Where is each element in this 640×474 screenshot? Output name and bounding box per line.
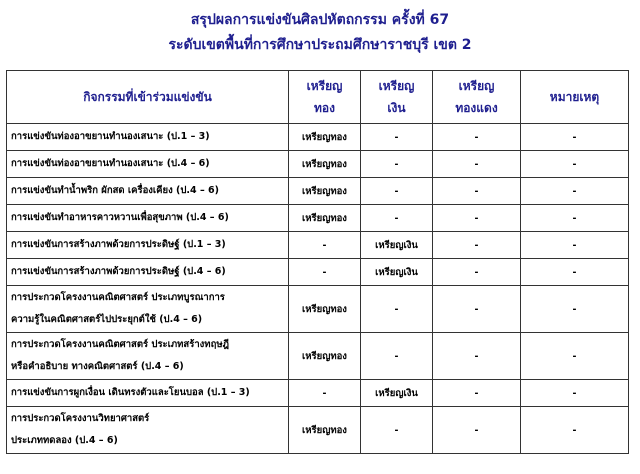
activity-cell xyxy=(7,205,289,232)
table-row xyxy=(7,407,629,454)
gold-medal-cell: เหรียญทอง xyxy=(289,124,361,151)
bronze-medal-cell: - xyxy=(433,333,521,380)
gold-medal-cell: เหรียญทอง xyxy=(289,205,361,232)
activity-name-line: การแข่งขันการสร้างภาพด้วยการประดิษฐ์ (ป.4 – 6) xyxy=(11,266,226,277)
gold-medal-cell: - xyxy=(289,380,361,407)
activity-name-line: หรือคำอธิบาย ทางคณิตศาสตร์ (ป.4 – 6) xyxy=(11,361,184,372)
gold-medal-cell: เหรียญทอง xyxy=(289,178,361,205)
gold-medal-cell: เหรียญทอง xyxy=(289,151,361,178)
silver-medal-cell: เหรียญเงิน xyxy=(361,232,433,259)
activity-name-line: การแข่งขันท่องอาขยานทำนองเสนาะ (ป.4 – 6) xyxy=(11,158,210,169)
table-row xyxy=(7,124,629,151)
silver-medal-cell: - xyxy=(361,124,433,151)
gold-medal-cell: เหรียญทอง xyxy=(289,407,361,454)
silver-medal-cell: - xyxy=(361,286,433,333)
activity-name-line: การแข่งขันท่องอาขยานทำนองเสนาะ (ป.1 – 3) xyxy=(11,131,210,142)
gold-medal-cell: เหรียญทอง xyxy=(289,286,361,333)
note-cell: - xyxy=(521,286,629,333)
gold-medal-cell: - xyxy=(289,259,361,286)
silver-medal-cell: - xyxy=(361,151,433,178)
silver-header-line1: เหรียญ xyxy=(378,79,415,93)
activity-cell xyxy=(7,259,289,286)
silver-medal-cell: - xyxy=(361,178,433,205)
activity-name-line: การประกวดโครงงานคณิตศาสตร์ ประเภทบูรณาการ xyxy=(11,292,225,303)
activity-cell xyxy=(7,407,289,454)
activity-cell xyxy=(7,232,289,259)
activity-cell xyxy=(7,286,289,333)
activity-cell xyxy=(7,380,289,407)
note-cell: - xyxy=(521,333,629,380)
results-table xyxy=(6,70,629,454)
bronze-medal-cell: - xyxy=(433,151,521,178)
silver-medal-cell: - xyxy=(361,407,433,454)
bronze-medal-cell: - xyxy=(433,407,521,454)
activity-column-header: กิจกรรมที่เข้าร่วมแข่งขัน xyxy=(7,71,289,124)
activity-cell xyxy=(7,178,289,205)
note-cell: - xyxy=(521,259,629,286)
bronze-medal-cell: - xyxy=(433,286,521,333)
table-row xyxy=(7,286,629,333)
note-cell: - xyxy=(521,407,629,454)
table-row xyxy=(7,380,629,407)
activity-cell xyxy=(7,124,289,151)
note-cell: - xyxy=(521,380,629,407)
activity-name-line: การแข่งขันการสร้างภาพด้วยการประดิษฐ์ (ป.1 – 3) xyxy=(11,239,226,250)
bronze-medal-column-header xyxy=(433,71,521,124)
document-subtitle: ระดับเขตพื้นที่การศึกษาประถมศึกษาราชบุรี เขต 2 xyxy=(168,37,472,53)
silver-medal-cell: เหรียญเงิน xyxy=(361,259,433,286)
table-row xyxy=(7,259,629,286)
activity-name-line: ประเภททดลอง (ป.4 – 6) xyxy=(11,435,118,446)
activity-name-line: การแข่งขันทำอาหารคาวหวานเพื่อสุขภาพ (ป.4 – 6) xyxy=(11,212,229,223)
table-row xyxy=(7,333,629,380)
silver-header-line2: เงิน xyxy=(387,101,406,115)
silver-medal-cell: เหรียญเงิน xyxy=(361,380,433,407)
gold-medal-cell: - xyxy=(289,232,361,259)
note-column-header: หมายเหตุ xyxy=(521,71,629,124)
gold-header-line1: เหรียญ xyxy=(306,79,343,93)
table-row xyxy=(7,232,629,259)
note-cell: - xyxy=(521,124,629,151)
activity-cell xyxy=(7,151,289,178)
activity-name-line: ความรู้ในคณิตศาสตร์ไปประยุกต์ใช้ (ป.4 – 6) xyxy=(11,314,203,325)
table-row xyxy=(7,205,629,232)
bronze-medal-cell: - xyxy=(433,232,521,259)
activity-name-line: การแข่งขันทำน้ำพริก ผักสด เครื่องเคียง (ป.4 – 6) xyxy=(11,185,219,196)
bronze-medal-cell: - xyxy=(433,178,521,205)
table-row xyxy=(7,178,629,205)
silver-medal-column-header xyxy=(361,71,433,124)
document-title: สรุปผลการแข่งขันศิลปหัตถกรรม ครั้งที่ 67 xyxy=(190,12,450,28)
silver-medal-cell: - xyxy=(361,333,433,380)
bronze-medal-cell: - xyxy=(433,380,521,407)
activity-cell xyxy=(7,333,289,380)
table-body xyxy=(7,124,629,454)
table-header xyxy=(7,71,629,124)
bronze-header-line1: เหรียญ xyxy=(458,79,495,93)
note-cell: - xyxy=(521,178,629,205)
activity-name-line: การประกวดโครงงานวิทยาศาสตร์ xyxy=(11,413,150,424)
gold-medal-column-header xyxy=(289,71,361,124)
gold-header-line2: ทอง xyxy=(314,101,335,115)
silver-medal-cell: - xyxy=(361,205,433,232)
gold-medal-cell: เหรียญทอง xyxy=(289,333,361,380)
table-row xyxy=(7,151,629,178)
bronze-header-line2: ทองแดง xyxy=(455,101,498,115)
note-cell: - xyxy=(521,205,629,232)
header-row xyxy=(7,71,629,124)
activity-name-line: การประกวดโครงงานคณิตศาสตร์ ประเภทสร้างทฤษฎี xyxy=(11,339,229,350)
bronze-medal-cell: - xyxy=(433,205,521,232)
note-cell: - xyxy=(521,151,629,178)
bronze-medal-cell: - xyxy=(433,259,521,286)
bronze-medal-cell: - xyxy=(433,124,521,151)
note-cell: - xyxy=(521,232,629,259)
activity-name-line: การแข่งขันการผูกเงื่อน เดินทรงตัวและโยนบอล (ป.1 – 3) xyxy=(11,387,250,398)
